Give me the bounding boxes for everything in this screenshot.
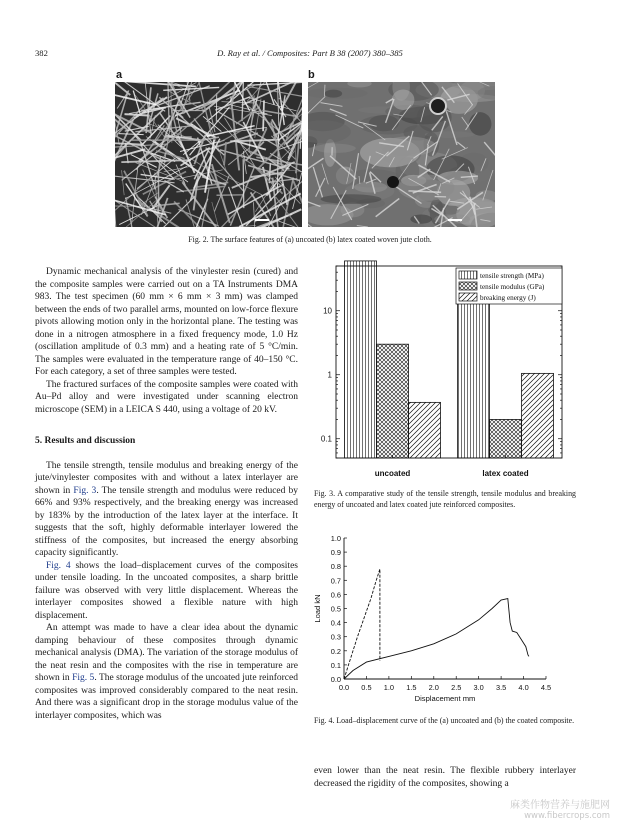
fibre-bundle-image (115, 82, 302, 227)
fig5-link[interactable]: Fig. 5 (72, 673, 95, 683)
bar-latex-coated-0 (458, 291, 490, 458)
y-tick-label: 0.8 (330, 562, 341, 572)
para5-text-cont: . The storage modulus of the uncoated jute reinforced composites was improved considerably compared to the neat resin. And there was a significant drop in the storage modulus value of the interlayer composites, which was (35, 673, 298, 721)
para5-text: An attempt was made to have a clear idea about the dynamic damping behaviour of these composites through dynamic mechanical analysis (DMA). The variation of the storage modulus of the neat resin and the composites with the rise in temperature are shown in (35, 623, 298, 683)
x-tick-label: 4.5 (540, 683, 552, 692)
fig4-svg (310, 530, 576, 705)
paragraph-tensile-results (35, 460, 298, 560)
y-tick-label: 1 (327, 370, 332, 380)
legend-swatch (459, 293, 477, 301)
curve-uncoated (344, 569, 380, 679)
x-tick-label: 1.0 (383, 683, 395, 692)
para3-text-cont: . The tensile strength and modulus were reduced by 66% and 93% respectively, and the breaking energy was increased by 183% by the introduction of the latex layer at the interface. It suggests that the soft, highly deformable interlayer lowered the stiffness of the composites, but increased the energy absorbing capacity significantly. (35, 485, 298, 558)
fig2-panel-a-label: a (116, 69, 123, 81)
y-tick-label: 0.2 (330, 646, 341, 656)
legend-label: tensile strength (MPa) (480, 272, 544, 280)
x-axis-label: Displacement mm (414, 694, 476, 703)
legend-label: breaking energy (J) (480, 294, 536, 302)
running-head: D. Ray et al. / Composites: Part B 38 (2007) 380–385 (217, 48, 403, 58)
y-tick-label: 0.0 (330, 675, 341, 684)
paragraph-load-displacement (35, 560, 298, 623)
y-tick-label: 0.3 (330, 632, 341, 642)
right-column-continuation: even lower than the neat resin. The flexible rubbery interlayer decreased the rigidity of the composites, showing a (314, 766, 576, 789)
fig4-link[interactable]: Fig. 4 (46, 560, 71, 571)
figure3-bar-chart (310, 258, 576, 484)
x-tick-label: 3.0 (473, 683, 484, 692)
latex-patch (369, 115, 399, 131)
fig2-photo-uncoated-jute-fibres (115, 82, 302, 227)
bar-uncoated-0 (345, 261, 377, 458)
watermark-chinese: 麻类作物营养与施肥网 (510, 800, 610, 811)
figure2-caption: Fig. 2. The surface features of (a) uncoated (b) latex coated woven jute cloth. (188, 235, 432, 244)
bar-latex-coated-1 (490, 419, 522, 458)
x-tick-label: 4.0 (518, 683, 529, 692)
fig2-panel-b-label: b (308, 69, 315, 81)
y-tick-label: 1.0 (330, 534, 341, 543)
latex-patch (410, 215, 432, 224)
watermark-url: www.fibercrops.com (524, 811, 610, 821)
legend-swatch (459, 271, 477, 279)
y-axis-label: Load kN (313, 594, 322, 623)
y-tick-label: 0.5 (330, 604, 341, 614)
page-number: 382 (35, 48, 48, 58)
latex-patch (354, 182, 387, 193)
surface-pore (387, 176, 399, 188)
paragraph-dma-results (35, 622, 298, 722)
latex-patch (324, 139, 336, 167)
x-category-label: latex coated (482, 469, 529, 478)
section-heading-results: 5. Results and discussion (35, 436, 136, 446)
bar-latex-coated-2 (522, 373, 554, 458)
figure3-caption: Fig. 3. A comparative study of the tensile strength, tensile modulus and breaking energy of uncoated and latex coated jute reinforced composites. (314, 489, 576, 509)
figure4-line-chart (310, 530, 576, 705)
legend-label: tensile modulus (GPa) (480, 283, 545, 291)
bar-uncoated-1 (377, 344, 409, 458)
latex-patch (321, 194, 382, 204)
x-tick-label: 2.0 (428, 683, 439, 692)
y-tick-label: 0.7 (330, 576, 341, 586)
scale-bar (448, 219, 462, 221)
curve-coated (344, 599, 529, 679)
x-tick-label: 3.5 (495, 683, 507, 692)
fig2-photo-latex-coated-jute (308, 82, 495, 227)
para4-text: shows the load–displacement curves of the composites under tensile loading. In the uncoated composites, a sharp brittle failure was observed with very little displacement. Whereas the interlayer composites showed a flexible nature with high displacement. (35, 560, 298, 621)
para3-text: The tensile strength, tensile modulus and breaking energy of the jute/vinylester composites with and without a latex interlayer are shown in (35, 460, 298, 496)
scale-bar (255, 219, 269, 221)
latex-patch (469, 112, 492, 136)
y-tick-label: 10 (323, 306, 332, 316)
surface-pore (430, 98, 446, 114)
coated-surface-image (308, 82, 495, 227)
y-tick-label: 0.1 (330, 660, 341, 670)
x-tick-label: 0.5 (361, 683, 372, 692)
paragraph-sem-method: The fractured surfaces of the composite samples were coated with Au–Pd alloy and were investigated under scanning electron microscope (SEM) in a LEICA S 440, using a voltage of 20 kV. (35, 379, 298, 415)
latex-patch (325, 90, 342, 98)
y-tick-label: 0.9 (330, 548, 341, 558)
latex-patch (320, 168, 358, 187)
legend (456, 268, 562, 304)
x-category-label: uncoated (374, 469, 411, 478)
y-tick-label: 0.4 (330, 618, 341, 628)
paragraph-dma-method: Dynamic mechanical analysis of the vinylester resin (cured) and the composite samples were carried out on a TA Instruments DMA 983. The test specimen (60 mm × 6 mm × 3 mm) was clamped between the ends of two parallel arms, mounted on low-force flexure pivots allowing motion only in the horizontal plane. The testing was done in a nitrogen atmosphere in a fixed frequency mode, 1.0 Hz (oscillation amplitude of 0.3 mm) and a heating rate of 5 °C/min. The samples were evaluated in the temperature range of 40–150 °C. For each category, a set of three samples were tested. (35, 267, 298, 377)
coated-fibre (324, 85, 325, 97)
bar-uncoated-2 (409, 402, 441, 458)
y-tick-label: 0.1 (320, 434, 332, 444)
figure4-caption: Fig. 4. Load–displacement curve of the (a) uncoated and (b) the coated composite. (314, 716, 575, 725)
legend-swatch (459, 282, 477, 290)
y-tick-label: 0.6 (330, 590, 341, 600)
x-tick-label: 0.0 (338, 683, 350, 692)
fig3-svg (310, 258, 576, 484)
latex-patch (392, 89, 415, 109)
left-column (35, 266, 298, 722)
fig3-link[interactable]: Fig. 3 (73, 485, 97, 496)
x-tick-label: 1.5 (406, 683, 417, 692)
jute-fibre-strand (124, 114, 147, 115)
x-tick-label: 2.5 (451, 683, 462, 692)
